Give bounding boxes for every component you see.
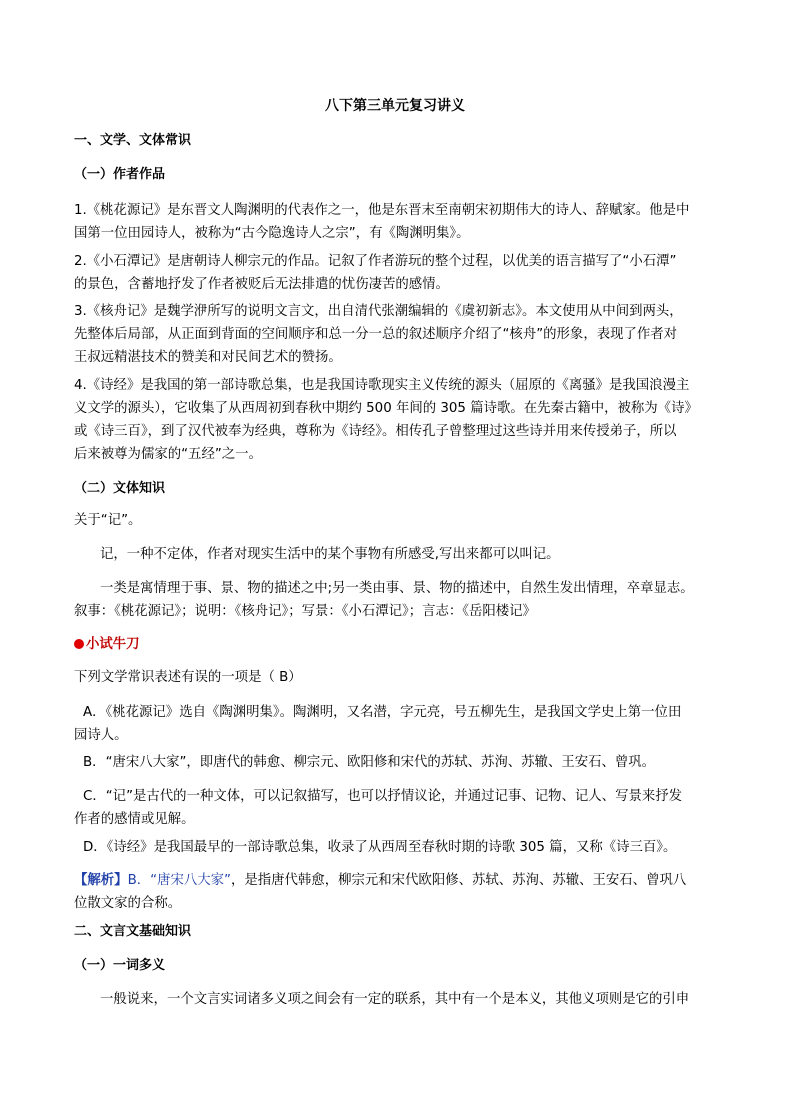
item-2-line-2: 的景色，含蓄地抒发了作者被贬后无法排遣的忧伤凄苦的感情。 [74,277,449,292]
item-1-line-1: 1.《桃花源记》是东晋文人陶渊明的代表作之一，他是东晋末至南朝宋初期伟大的诗人、辞赋家。他是中 [74,203,690,218]
page-title: 八下第三单元复习讲义 [325,98,465,114]
analysis-text: ，是指唐代韩愈，柳宗元和宋代欧阳修、苏轼、苏洵、苏辙、王安石、曾巩八 [230,873,687,888]
item-4-line-3: 或《诗三百》，到了汉代被奉为经典，尊称为《诗经》。相传孔子曾整理过这些诗并用来传授弟子，所以 [74,424,677,439]
item-1-line-2: 国第一位田园诗人，被称为“古今隐逸诗人之宗”，有《陶渊明集》。 [74,226,470,241]
item-3-line-2: 先整体后局部，从正面到背面的空间顺序和总一分一总的叙述顺序介绍了“核舟”的形象，表现了作者对 [74,327,678,342]
item-4-line-2: 义文学的源头），它收集了从西周初到春秋中期约 500 年间的 305 篇诗歌。在先秦古籍中，被称为《诗》 [74,401,698,416]
item-4-line-4: 后来被尊为儒家的“五经”之一。 [74,447,262,462]
bullet-dot-icon [74,639,84,649]
about-ji: 关于“记”。 [74,513,142,528]
option-a-line-1: A．《桃花源记》选自《陶渊明集》。陶渊明，又名潜，字元亮，号五柳先生，是我国文学史上第一位田 [83,705,682,720]
analysis-line-2: 位散文家的合称。 [74,896,182,911]
section-heading-2: 二、文言文基础知识 [74,924,192,939]
subheading-works: （一）作者作品 [74,167,166,182]
item-4-line-1: 4.《诗经》是我国的第一部诗歌总集，也是我国诗歌现实主义传统的源头（屈原的《离骚》是我国浪漫主 [74,378,690,393]
item-3-line-3: 王叔远精湛技术的赞美和对民间艺术的赞扬。 [74,350,342,365]
quiz-label-text: 小试牛刀 [86,637,140,652]
polysemy-paragraph: 一般说来，一个文言实词诸多义项之间会有一定的联系，其中有一个是本义，其他义项则是它的引申 [100,992,690,1007]
subheading-polysemy: （一）一词多义 [74,958,166,973]
option-d: D．《诗经》是我国最早的一部诗歌总集，收录了从西周至春秋时期的诗歌 305 篇，又称《诗三百》。 [83,840,677,855]
genre-paragraph-1: 记，一种不定体，作者对现实生活中的某个事物有所感受,写出来都可以叫记。 [100,547,560,562]
option-c-line-2: 作者的感情或见解。 [74,812,195,827]
analysis-answer: B．“唐宋八大家” [127,873,231,888]
quiz-label [74,633,719,657]
subheading-genre: （二）文体知识 [74,481,166,496]
item-2-line-1: 2.《小石潭记》是唐朝诗人柳宗元的作品。记叙了作者游玩的整个过程，以优美的语言描写了“小石潭” [74,254,677,269]
quiz-question: 下列文学常识表述有误的一项是（ B） [74,670,302,685]
section-heading-1: 一、文学、文体常识 [74,133,192,148]
analysis-label: 【解析】 [74,873,128,888]
option-c-line-1: C．“记”是古代的一种文体，可以记叙描写，也可以抒情议论，并通过记事、记物、记人、写景来抒发 [83,789,683,804]
genre-paragraph-2-line-2: 叙事：《桃花源记》；说明：《核舟记》；写景：《小石潭记》；言志：《岳阳楼记》 [74,604,536,619]
item-3-line-1: 3.《核舟记》是魏学洢所写的说明文言文，出自清代张潮编辑的《虞初新志》。本文使用从中间到两头， [74,304,683,319]
option-a-line-2: 园诗人。 [74,728,128,743]
option-b: B．“唐宋八大家”，即唐代的韩愈、柳宗元、欧阳修和宋代的苏轼、苏洵、苏辙、王安石、曾巩。 [83,755,656,770]
analysis-line-1 [74,869,719,893]
genre-paragraph-2-line-1: 一类是寓情理于事、景、物的描述之中;另一类由事、景、物的描述中，自然生发出情理，卒章显志。 [100,581,694,596]
